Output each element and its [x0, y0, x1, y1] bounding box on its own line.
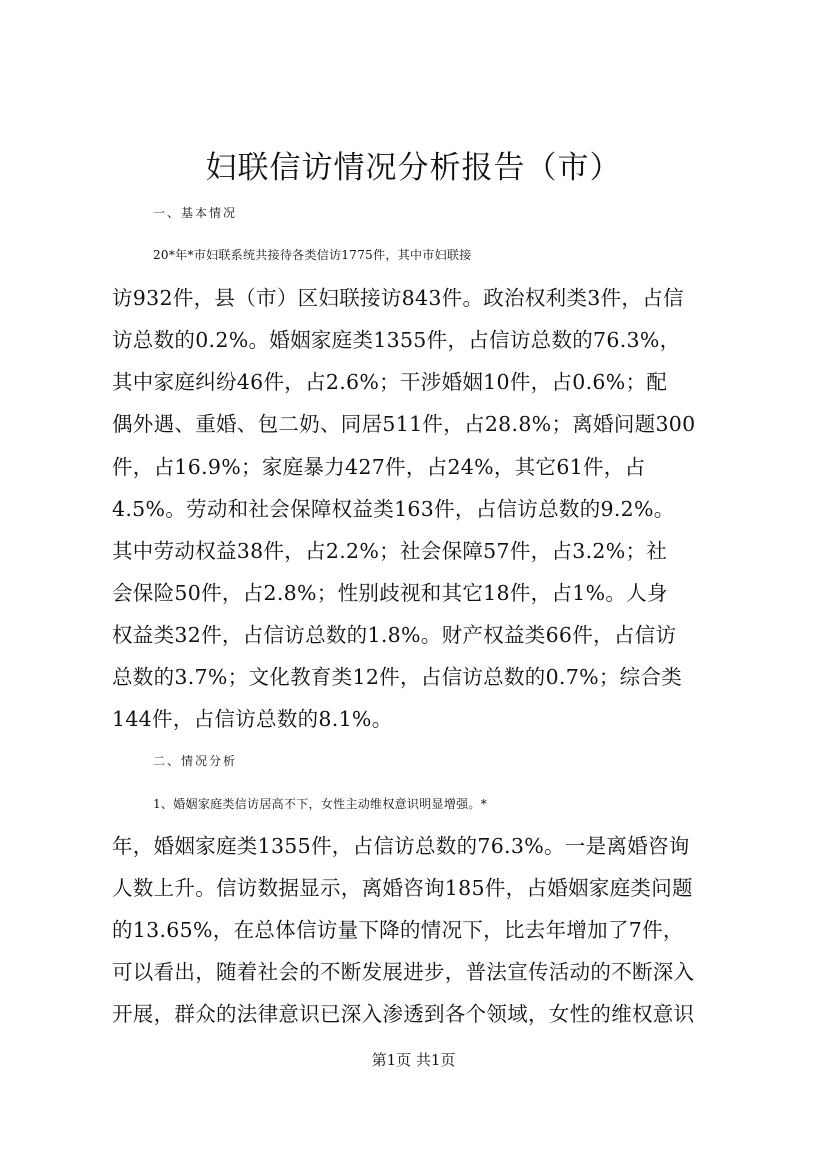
section-heading-basic: 一、基本情况	[153, 206, 238, 220]
paragraph-line: 其中劳动权益38件，占2.2%；社会保障57件，占3.2%；社	[112, 539, 668, 563]
paragraph-line: 总数的3.7%；文化教育类12件，占信访总数的0.7%；综合类	[112, 665, 683, 689]
paragraph-line: 访932件，县（市）区妇联接访843件。政治权利类3件，占信	[112, 286, 684, 310]
paragraph-line: 人数上升。信访数据显示，离婚咨询185件，占婚姻家庭类问题	[112, 876, 693, 900]
paragraph-line: 1、婚姻家庭类信访居高不下，女性主动维权意识明显增强。*	[153, 797, 488, 811]
paragraph-line: 20*年*市妇联系统共接待各类信访1775件，其中市妇联接	[153, 248, 472, 262]
paragraph-line: 开展，群众的法律意识已深入渗透到各个领域，女性的维权意识	[112, 1002, 695, 1026]
section-heading-analysis: 二、情况分析	[153, 754, 238, 768]
paragraph-line: 件，占16.9%；家庭暴力427件，占24%，其它61件，占	[112, 455, 646, 479]
paragraph-line: 其中家庭纠纷46件，占2.6%；干涉婚姻10件，占0.6%；配	[112, 370, 668, 394]
paragraph-line: 144件，占信访总数的8.1%。	[112, 707, 393, 731]
paragraph-line: 年，婚姻家庭类1355件，占信访总数的76.3%。一是离婚咨询	[112, 834, 690, 858]
paragraph-line: 访总数的0.2%。婚姻家庭类1355件，占信访总数的76.3%，	[112, 328, 681, 352]
paragraph-line: 4.5%。劳动和社会保障权益类163件，占信访总数的9.2%。	[112, 497, 675, 521]
page-footer: 第1页 共1页	[371, 1051, 456, 1069]
document-title: 妇联信访情况分析报告（市）	[205, 150, 622, 186]
paragraph-line: 偶外遇、重婚、包二奶、同居511件，占28.8%；离婚问题300	[112, 412, 696, 436]
paragraph-line: 权益类32件，占信访总数的1.8%。财产权益类66件，占信访	[112, 623, 677, 647]
paragraph-line: 可以看出，随着社会的不断发展进步，普法宣传活动的不断深入	[112, 960, 695, 984]
paragraph-line: 的13.65%，在总体信访量下降的情况下，比去年增加了7件，	[112, 918, 684, 942]
paragraph-line: 会保险50件，占2.8%；性别歧视和其它18件，占1%。人身	[112, 581, 668, 605]
